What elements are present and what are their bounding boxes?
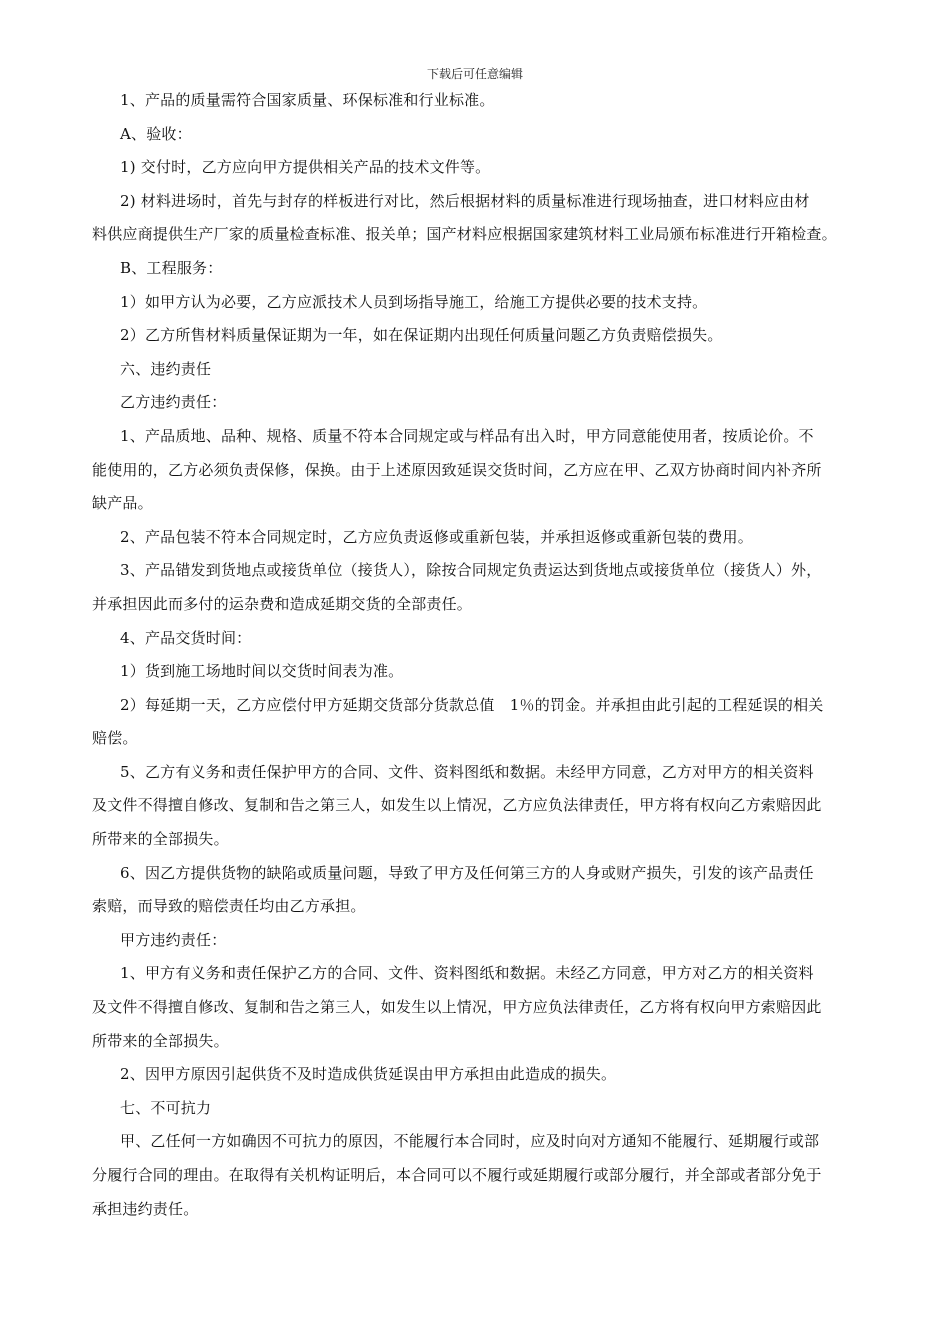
text-line: 料供应商提供生产厂家的质量检查标准、报关单；国产材料应根据国家建筑材料工业局颁布标准进行开箱检查。: [92, 225, 837, 244]
text-line: 赔偿。: [92, 729, 138, 748]
text-line: 六、违约责任: [120, 359, 212, 378]
text-line: 及文件不得擅自修改、复制和告之第三人，如发生以上情况，甲方应负法律责任，乙方将有权向甲方索赔因此: [92, 998, 822, 1017]
text-line: 2）乙方所售材料质量保证期为一年，如在保证期内出现任何质量问题乙方负责赔偿损失。: [120, 326, 723, 345]
text-line: 2、因甲方原因引起供货不及时造成供货延误由甲方承担由此造成的损失。: [120, 1065, 617, 1084]
text-line: 甲方违约责任：: [120, 930, 227, 949]
text-line: 3、产品错发到货地点或接货单位（接货人），除按合同规定负责运达到货地点或接货单位（接货人）外，: [120, 561, 822, 580]
page-header: 下载后可任意编辑: [426, 67, 523, 81]
text-line: 甲、乙任何一方如确因不可抗力的原因，不能履行本合同时，应及时向对方通知不能履行、延期履行或部: [120, 1132, 820, 1151]
text-line: 乙方违约责任：: [120, 393, 227, 412]
text-line: 1）货到施工场地时间以交货时间表为准。: [120, 662, 404, 681]
text-line: 并承担因此而多付的运杂费和造成延期交货的全部责任。: [92, 594, 473, 613]
text-line: 所带来的全部损失。: [92, 1031, 229, 1050]
text-line: 缺产品。: [92, 494, 153, 513]
document-body: [92, 84, 870, 1226]
text-line: 及文件不得擅自修改、复制和告之第三人，如发生以上情况，乙方应负法律责任，甲方将有权向乙方索赔因此: [92, 796, 822, 815]
text-line: 分履行合同的理由。在取得有关机构证明后，本合同可以不履行或延期履行或部分履行，并全部或者部分免于: [92, 1166, 822, 1184]
text-line: 1) 交付时，乙方应向甲方提供相关产品的技术文件等。: [120, 158, 491, 177]
text-line: 5、乙方有义务和责任保护甲方的合同、文件、资料图纸和数据。未经甲方同意，乙方对甲方的相关资料: [120, 762, 814, 781]
text-line: 2、产品包装不符本合同规定时，乙方应负责返修或重新包装，并承担返修或重新包装的费用。: [120, 527, 753, 546]
text-line: 2) 材料进场时，首先与封存的样板进行对比，然后根据材料的质量标准进行现场抽查，进口材料应由材: [120, 191, 810, 210]
text-line: 1、产品的质量需符合国家质量、环保标准和行业标准。: [120, 91, 495, 109]
text-line: 1）如甲方认为必要，乙方应派技术人员到场指导施工，给施工方提供必要的技术支持。: [120, 292, 708, 311]
text-line: 所带来的全部损失。: [92, 830, 229, 849]
text-line: B、工程服务：: [120, 258, 223, 277]
text-line: 索赔，而导致的赔偿责任均由乙方承担。: [92, 897, 366, 916]
text-line: 1、产品质地、品种、规格、质量不符本合同规定或与样品有出入时，甲方同意能使用者，按质论价。不: [120, 426, 814, 445]
text-line: 4、产品交货时间：: [120, 628, 252, 647]
text-line: 七、不可抗力: [120, 1098, 212, 1117]
text-line: 2）每延期一天，乙方应偿付甲方延期交货部分货款总值 1％的罚金。并承担由此引起的工程延误的相关: [120, 695, 824, 714]
text-line: 承担违约责任。: [92, 1199, 199, 1218]
text-line: 6、因乙方提供货物的缺陷或质量问题，导致了甲方及任何第三方的人身或财产损失，引发的该产品责任: [120, 863, 814, 882]
text-line: A、验收：: [120, 124, 192, 143]
text-line: 1、甲方有义务和责任保护乙方的合同、文件、资料图纸和数据。未经乙方同意，甲方对乙方的相关资料: [120, 964, 814, 983]
text-line: 能使用的，乙方必须负责保修，保换。由于上述原因致延误交货时间，乙方应在甲、乙双方协商时间内补齐所: [92, 460, 822, 479]
